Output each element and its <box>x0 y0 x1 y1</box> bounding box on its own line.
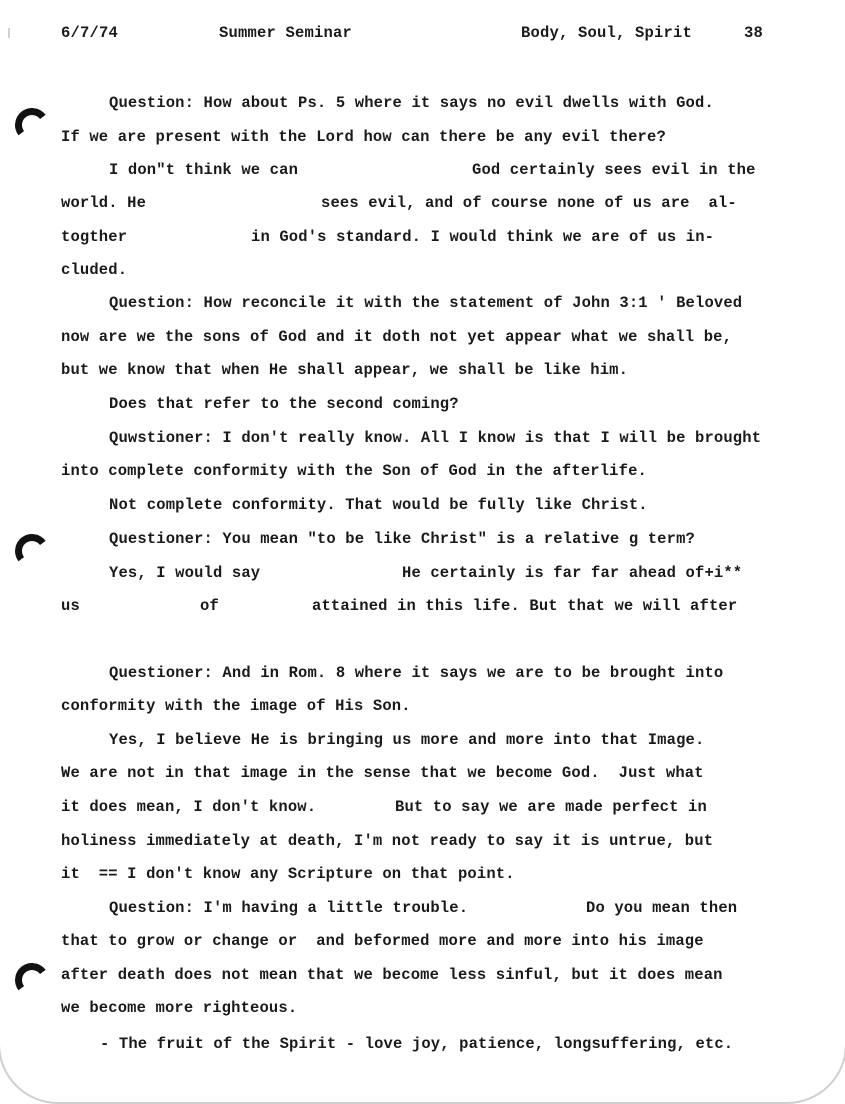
text-segment: But to say we are made perfect in <box>395 798 707 816</box>
text-segment: togther <box>61 228 128 246</box>
text-segment: Question: How about Ps. 5 where it says no evil dwells with God. <box>109 94 714 112</box>
text-segment: He certainly is far far ahead of+i** <box>402 564 743 582</box>
text-line <box>0 999 298 1021</box>
header-topic: Body, Soul, Spirit <box>521 24 693 42</box>
text-segment: We are not in that image in the sense that we become God. Just what <box>61 764 704 782</box>
text-line <box>0 798 707 820</box>
text-line <box>0 94 714 116</box>
text-line <box>0 294 743 316</box>
text-line <box>0 564 743 586</box>
text-segment: into complete conformity with the Son of God in the afterlife. <box>61 462 647 480</box>
text-line <box>0 530 695 552</box>
text-segment: Question: I'm having a little trouble. <box>109 899 469 917</box>
text-segment: Quwstioner: I don't really know. All I know is that I will be brought <box>109 429 762 447</box>
text-line <box>0 328 733 350</box>
text-segment: we become more righteous. <box>61 999 298 1017</box>
text-line <box>0 496 648 518</box>
text-segment: holiness immediately at death, I'm not ready to say it is untrue, but <box>61 832 714 850</box>
text-line <box>0 261 128 283</box>
text-line <box>0 228 715 250</box>
text-segment: Questioner: You mean "to be like Christ" is a relative g term? <box>109 530 695 548</box>
text-segment: Yes, I would say <box>109 564 261 582</box>
text-line <box>0 764 704 786</box>
text-segment: - The fruit of the Spirit - love joy, patience, longsuffering, etc. <box>100 1035 734 1053</box>
text-segment: after death does not mean that we become less sinful, but it does mean <box>61 966 723 984</box>
text-segment: now are we the sons of God and it doth not yet appear what we shall be, <box>61 328 733 346</box>
text-segment: Not complete conformity. That would be fully like Christ. <box>109 496 648 514</box>
text-segment: in God's standard. I would think we are of us in- <box>251 228 715 246</box>
text-line <box>0 697 411 719</box>
text-line <box>0 395 459 417</box>
text-segment: I don"t think we can <box>109 161 299 179</box>
text-segment: Does that refer to the second coming? <box>109 395 459 413</box>
text-line <box>0 899 738 921</box>
text-segment: If we are present with the Lord how can there be any evil there? <box>61 128 666 146</box>
text-segment: but we know that when He shall appear, we shall be like him. <box>61 361 629 379</box>
text-segment: God certainly sees evil in the <box>472 161 756 179</box>
text-segment: cluded. <box>61 261 128 279</box>
text-segment: it == I don't know any Scripture on that point. <box>61 865 515 883</box>
text-line <box>0 597 738 619</box>
text-line <box>0 128 666 150</box>
text-segment: world. He <box>61 194 147 212</box>
page-header <box>0 24 845 44</box>
text-segment: it does mean, I don't know. <box>61 798 317 816</box>
text-segment: sees evil, and of course none of us are al- <box>321 194 737 212</box>
text-segment: conformity with the image of His Son. <box>61 697 411 715</box>
text-line <box>0 731 705 753</box>
text-segment: attained in this life. But that we will after <box>312 597 738 615</box>
text-line <box>0 932 704 954</box>
text-line <box>0 865 515 887</box>
text-line <box>0 429 762 451</box>
text-line <box>0 462 647 484</box>
text-segment: Question: How reconcile it with the statement of John 3:1 ' Beloved <box>109 294 743 312</box>
text-line <box>0 664 724 686</box>
text-segment: Questioner: And in Rom. 8 where it says we are to be brought into <box>109 664 724 682</box>
text-line <box>0 361 629 383</box>
text-segment: that to grow or change or and beformed more and more into his image <box>61 932 704 950</box>
header-date: 6/7/74 <box>61 24 119 42</box>
text-segment: of <box>200 597 219 615</box>
text-segment: Do you mean then <box>586 899 738 917</box>
header-page-number: 38 <box>744 24 764 42</box>
page-bottom-edge <box>0 1044 845 1104</box>
text-segment: Yes, I believe He is bringing us more and more into that Image. <box>109 731 705 749</box>
text-line <box>0 194 737 216</box>
text-line <box>0 832 714 854</box>
text-line <box>0 966 723 988</box>
header-title: Summer Seminar <box>219 24 353 42</box>
text-segment: us <box>61 597 80 615</box>
text-line <box>0 161 756 183</box>
